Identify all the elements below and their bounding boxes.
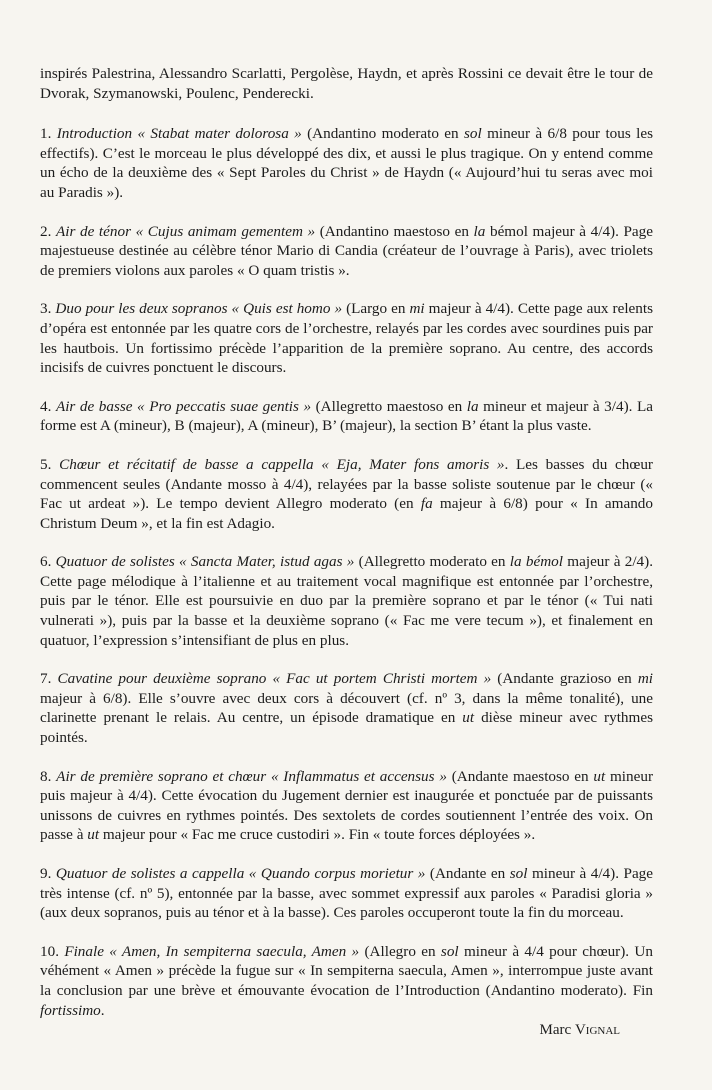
document-body	[40, 64, 653, 1039]
movement-title: Chœur et récitatif de basse a cappella « Eja, Mater fons amoris »	[59, 455, 505, 473]
movement-3: 3. Duo pour les deux sopranos « Quis est homo » (Largo en mi majeur à 4/4). Cette page aux relents d’opéra est entonnée par les quatre cors de l’orchestre, relayés par les cordes avec sourdines puis par les hautbois. Un fortissimo précède l’apparition de la première soprano. Au centre, des accords incisifs de cuivres ponctuent le discours.	[40, 300, 654, 377]
movement-9: 9. Quatuor de solistes a cappella « Quando corpus morietur » (Andante en sol mineur à 4/4). Page très intense (cf. nº 5), entonnée par la basse, avec sommet expressif aux paroles « Paradisi gloria » (aux deux sopranos, puis au ténor et à la basse). Ces paroles occuperont toute la fin du morceau.	[40, 865, 654, 922]
movement-5: 5. Chœur et récitatif de basse a cappella « Eja, Mater fons amoris ». Les basses du chœur commencent seules (Andante mosso à 4/4), relayées par la basse soliste soutenue par le chœur (« Fac ut ardeat »). Le tempo devient Allegro moderato (en fa majeur à 6/8) pour « In amando Christum Deum », et la fin est Adagio.	[40, 455, 653, 532]
movement-title: Duo pour les deux sopranos « Quis est homo »	[55, 300, 343, 318]
movement-title: Air de première soprano et chœur « Inflammatus et accensus »	[56, 767, 447, 785]
movement-title: Quatuor de solistes a cappella « Quando corpus morietur »	[55, 865, 426, 882]
movement-7: 7. Cavatine pour deuxième soprano « Fac ut portem Christi mortem » (Andante grazioso en mi majeur à 6/8). Elle s’ouvre avec deux cors à découvert (cf. nº 3, dans la même tonalité), une clarinette prenant le relais. Au centre, un épisode dramatique en ut dièse mineur avec rythmes pointés.	[40, 670, 654, 747]
movement-8: 8. Air de première soprano et chœur « Inflammatus et accensus » (Andante maestoso en ut mineur puis majeur à 4/4). Cette évocation du Jugement dernier est inaugurée et ponctuée par de puissants unissons de cuivres en rythmes pointés. Des sextolets de cordes soutiennent l’entrée des voix. On passe à ut majeur pour « Fac me cruce custodiri ». Fin « toute forces déployées ».	[40, 767, 654, 844]
movement-title: Finale « Amen, In sempiterna saecula, Amen »	[64, 942, 360, 960]
movement-title: Quatuor de solistes « Sancta Mater, istud agas »	[55, 553, 355, 571]
movement-1: 1. Introduction « Stabat mater dolorosa » (Andantino moderato en sol mineur à 6/8 pour tous les effectifs). C’est le morceau le plus développé des dix, et aussi le plus tragique. On y entend comme un écho de la deuxième des « Sept Paroles du Christ » de Haydn (« Aujourd’hui tu seras avec moi au Paradis »).	[40, 125, 653, 201]
movement-title: Cavatine pour deuxième soprano « Fac ut portem Christi mortem »	[57, 670, 492, 688]
movement-6: 6. Quatuor de solistes « Sancta Mater, istud agas » (Allegretto moderato en la bémol majeur à 2/4). Cette page mélodique à l’italienne et au traitement vocal magnifique est entonnée par l’orchestre, puis par le ténor. Elle est poursuivie en duo par la première soprano et par le ténor (« Tui nati vulnerati »), puis par la basse et la deuxième soprano (« Fac me vere tecum »), et finalement en quatuor, l’expression s’intensifiant de plus en plus.	[40, 553, 654, 649]
movement-title: Air de ténor « Cujus animam gementem »	[56, 222, 316, 240]
movement-title: Air de basse « Pro peccatis suae gentis »	[55, 397, 312, 415]
intro-paragraph: inspirés Palestrina, Alessandro Scarlatti, Pergolèse, Haydn, et après Rossini ce devait être le tour de Dvorak, Szymanowski, Poulenc, Penderecki.	[40, 65, 653, 102]
movement-4: 4. Air de basse « Pro peccatis suae gentis » (Allegretto maestoso en la mineur et majeur à 3/4). La forme est A (mineur), B (majeur), A (mineur), B’ (majeur), la section B’ étant la plus vaste.	[40, 397, 653, 435]
movement-2: 2. Air de ténor « Cujus animam gementem » (Andantino maestoso en la bémol majeur à 4/4). Page majestueuse destinée au célèbre ténor Mario di Candia (créateur de l’ouvrage à Paris), avec triolets de premiers violons aux paroles « O quam tristis ».	[40, 222, 654, 279]
movement-title: Introduction « Stabat mater dolorosa »	[56, 125, 302, 143]
author-signature: Marc Vignal	[539, 1022, 620, 1038]
movement-10: 10. Finale « Amen, In sempiterna saecula, Amen » (Allegro en sol mineur à 4/4 pour chœur). Un véhément « Amen » précède la fugue sur « In sempiterna saecula, Amen », interrompue juste avant la conclusion par une brève et émouvante évocation de l’Introduction (Andantino moderato). Fin fortissimo.	[40, 942, 653, 1019]
